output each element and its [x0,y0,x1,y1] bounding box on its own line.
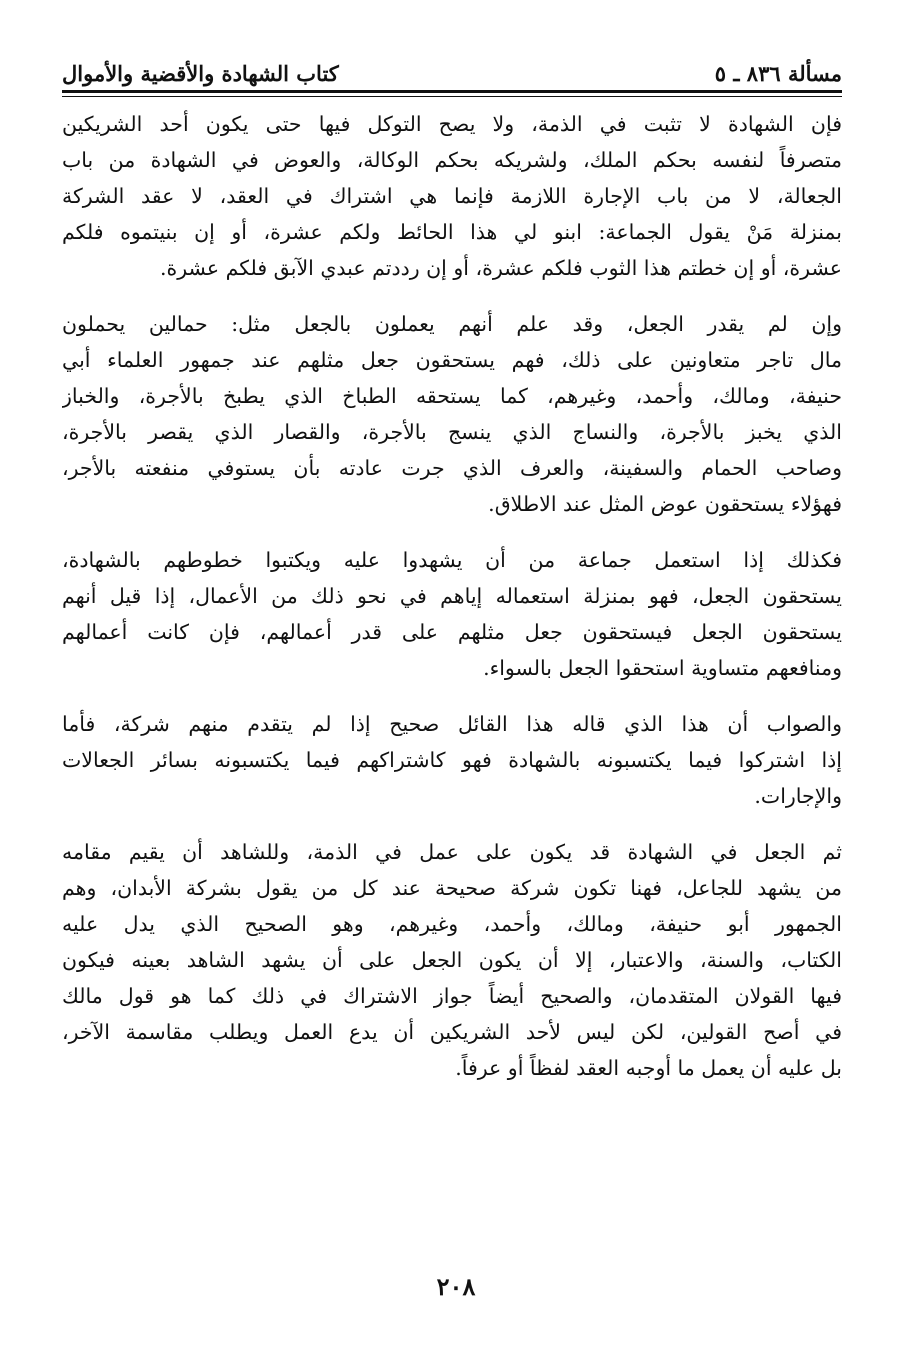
text-line: يستحقون الجعل فيستحقون جعل مثلهم على قدر أعمالهم، فإن كانت أعمالهم [62,620,842,644]
running-head-issue-number: مسألة ٨٣٦ ـ ٥ [714,61,842,86]
text-line: فإن الشهادة لا تثبت في الذمة، ولا يصح التوكل فيها حتى يكون أحد الشريكين [62,112,842,136]
text-line: فهؤلاء يستحقون عوض المثل عند الاطلاق. [488,492,842,516]
text-line: عشرة، أو إن خطتم هذا الثوب فلكم عشرة، أو إن رددتم عبدي الآبق فلكم عشرة. [159,256,842,280]
running-head [62,42,842,84]
text-line: والإجارات. [754,784,842,808]
body-text [62,106,842,1106]
paragraph-3 [62,542,842,686]
text-line: متصرفاً لنفسه بحكم الملك، ولشريكه بحكم الوكالة، والعوض في الشهادة من باب [62,148,842,172]
paragraph-2 [62,306,842,522]
text-line: فيها القولان المتقدمان، والصحيح أيضاً جواز الاشتراك في ذلك كما هو قول مالك [62,984,842,1008]
text-line: والصواب أن هذا الذي قاله هذا القائل صحيح إذا لم يتقدم منهم شركة، فأما [62,712,842,736]
page-number: ٢٠٨ [436,1272,476,1301]
text-line: إذا اشتركوا فيما يكتسبونه بالشهادة فهو كاشتراكهم فيما يكتسبونه بسائر الجعالات [62,748,842,772]
paragraph-5 [62,834,842,1086]
text-line: حنيفة، ومالك، وأحمد، وغيرهم، كما يستحقه الطباخ الذي يطبخ بالأجرة، والخباز [62,384,842,408]
text-line: وإن لم يقدر الجعل، وقد علم أنهم يعملون بالجعل مثل: حمالين يحملون [62,312,842,336]
text-line: بمنزلة مَنْ يقول الجماعة: ابنو لي هذا الحائط ولكم عشرة، أو إن بنيتموه فلكم [62,220,842,244]
text-line: ومنافعهم متساوية استحقوا الجعل بالسواء. [483,656,842,680]
text-line: يستحقون الجعل، فهو بمنزلة استعماله إياهم في نحو ذلك من الأعمال، إذا قيل أنهم [62,584,842,608]
paragraph-4 [62,706,842,814]
text-line: من يشهد للجاعل، فهنا تكون شركة صحيحة عند كل من يقول بشركة الأبدان، وهم [62,876,842,900]
text-line: مال تاجر متعاونين على ذلك، فهم يستحقون جعل مثلهم عند جمهور العلماء أبي [62,348,842,372]
text-line: الذي يخبز بالأجرة، والنساج الذي ينسج بالأجرة، والقصار الذي يقصر بالأجرة، [62,420,842,444]
text-line: وصاحب الحمام والسفينة، والعرف الذي جرت عادته بأن يستوفي منفعته بالأجر، [62,456,842,480]
text-line: في أصح القولين، لكن ليس لأحد الشريكين أن يدع العمل ويطلب مقاسمة الآخر، [62,1020,842,1044]
text-line: بل عليه أن يعمل ما أوجبه العقد لفظاً أو عرفاً. [455,1056,842,1080]
text-line: الكتاب، والسنة، والاعتبار، إلا أن يكون الجعل على أن يشهد الشاهد بعينه فيكون [62,948,842,972]
running-head-book-title: كتاب الشهادة والأقضية والأموال [62,61,339,86]
text-line: ثم الجعل في الشهادة قد يكون على عمل في الذمة، وللشاهد أن يقيم مقامه [62,840,842,864]
paragraph-1 [62,106,842,286]
header-rule-thin [62,96,842,97]
text-line: فكذلك إذا استعمل جماعة من أن يشهدوا عليه ويكتبوا خطوطهم بالشهادة، [62,548,842,572]
header-rule-thick [62,90,842,93]
text-line: الجمهور أبو حنيفة، ومالك، وأحمد، وغيرهم، وهو الصحيح الذي يدل عليه [62,912,842,936]
text-line: الجعالة، لا من باب الإجارة اللازمة فإنما هي اشتراك في العقد، لا عقد الشركة [62,184,842,208]
